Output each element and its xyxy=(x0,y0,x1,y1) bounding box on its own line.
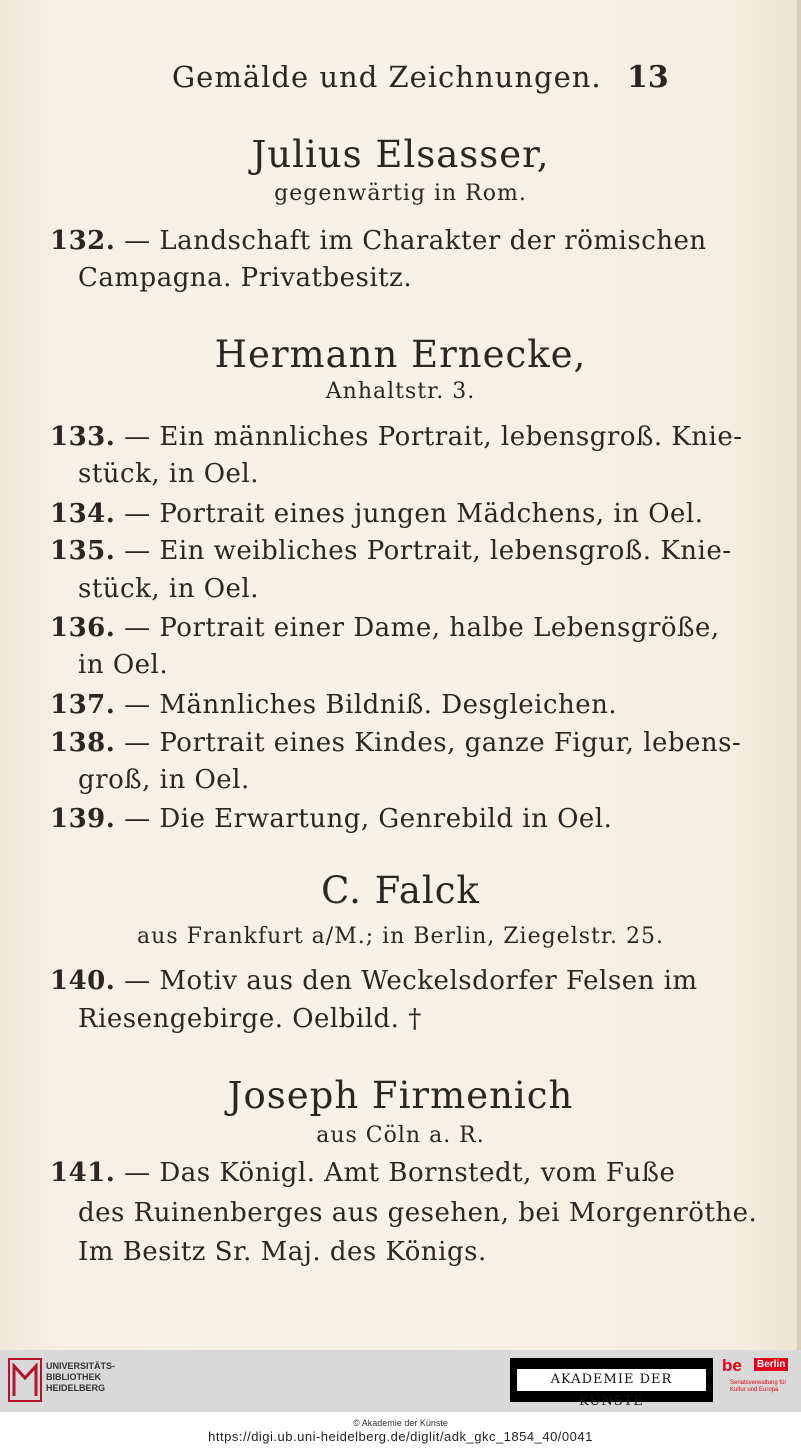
catalogue-number: 135. xyxy=(50,536,116,566)
catalogue-line xyxy=(78,459,693,489)
catalogue-text: — Portrait eines Kindes, ganze Figur, lebens- xyxy=(124,728,742,758)
catalogue-number: 136. xyxy=(50,613,116,643)
catalogue-text: stück, in Oel. xyxy=(78,574,259,604)
catalogue-text: — Portrait eines jungen Mädchens, in Oel. xyxy=(124,499,704,529)
catalogue-number: 138. xyxy=(50,728,116,758)
senatsverwaltung-berlin-logo[interactable]: be Berlin Senatsverwaltung für Kultur und Europa xyxy=(722,1356,787,1393)
catalogue-text: Im Besitz Sr. Maj. des Königs. xyxy=(78,1237,487,1267)
catalogue-text: — Das Königl. Amt Bornstedt, vom Fuße xyxy=(124,1158,676,1188)
artist-address: aus Cöln a. R. xyxy=(316,1123,485,1148)
catalogue-line xyxy=(50,499,704,529)
catalogue-line xyxy=(50,804,665,834)
catalogue-line xyxy=(78,263,693,293)
akademie-der-kuenste-logo[interactable] xyxy=(510,1358,713,1409)
catalogue-line xyxy=(78,1004,693,1034)
catalogue-line xyxy=(78,574,693,604)
catalogue-line xyxy=(78,765,693,795)
artist-name: C. Falck xyxy=(321,869,480,912)
catalogue-text: — Männliches Bildniß. Desgleichen. xyxy=(124,690,618,720)
permalink-url[interactable]: https://digi.ub.uni-heidelberg.de/diglit/adk_gkc_1854_40/0041 xyxy=(208,1429,593,1444)
catalogue-line xyxy=(50,1158,676,1188)
catalogue-line xyxy=(78,1237,693,1267)
catalogue-line xyxy=(78,650,693,680)
catalogue-number: 133. xyxy=(50,422,116,452)
running-header xyxy=(0,60,801,100)
university-library-logo-icon[interactable] xyxy=(8,1358,42,1402)
catalogue-text: — Die Erwartung, Genrebild in Oel. xyxy=(124,804,613,834)
catalogue-line xyxy=(50,613,720,643)
catalogue-text: Riesengebirge. Oelbild. † xyxy=(78,1004,422,1034)
catalogue-text: in Oel. xyxy=(78,650,169,680)
logo-band xyxy=(0,1350,801,1412)
page-number: 13 xyxy=(627,60,669,95)
artist-name: Joseph Firmenich xyxy=(227,1074,574,1117)
header-title: Gemälde und Zeichnungen. xyxy=(172,60,602,94)
catalogue-line xyxy=(50,728,742,758)
catalogue-line xyxy=(50,536,732,566)
catalogue-text: — Ein männliches Portrait, lebensgroß. Knie- xyxy=(124,422,743,452)
akademie-label: AKADEMIE DER KÜNSTE xyxy=(517,1369,706,1391)
catalogue-number: 140. xyxy=(50,966,116,996)
catalogue-text: — Motiv aus den Weckelsdorfer Felsen im xyxy=(124,966,698,996)
catalogue-line xyxy=(50,422,743,452)
catalogue-line xyxy=(50,226,707,256)
artist-address: Anhaltstr. 3. xyxy=(325,379,476,404)
catalogue-line xyxy=(78,1198,758,1228)
artist-name: Julius Elsasser, xyxy=(251,133,550,176)
catalogue-text: — Ein weibliches Portrait, lebensgroß. Knie- xyxy=(124,536,732,566)
university-library-name[interactable]: UNIVERSITÄTS- BIBLIOTHEK HEIDELBERG xyxy=(46,1361,116,1393)
catalogue-text: Campagna. Privatbesitz. xyxy=(78,263,413,293)
catalogue-line xyxy=(50,690,665,720)
catalogue-number: 134. xyxy=(50,499,116,529)
artist-address: aus Frankfurt a/M.; in Berlin, Ziegelstr. 25. xyxy=(137,924,664,949)
catalogue-number: 137. xyxy=(50,690,116,720)
copyright-notice: © Akademie der Künste xyxy=(353,1418,448,1428)
catalogue-text: — Landschaft im Charakter der römischen xyxy=(124,226,707,256)
catalogue-number: 141. xyxy=(50,1158,116,1188)
artist-address: gegenwärtig in Rom. xyxy=(274,181,527,206)
artist-name: Hermann Ernecke, xyxy=(214,333,587,376)
catalogue-text: des Ruinenberges aus gesehen, bei Morgenröthe. xyxy=(78,1198,758,1228)
viewer-footer xyxy=(0,1350,801,1448)
catalogue-number: 132. xyxy=(50,226,116,256)
catalogue-text: stück, in Oel. xyxy=(78,459,259,489)
catalogue-line xyxy=(50,966,698,996)
catalogue-text: — Portrait einer Dame, halbe Lebensgröße, xyxy=(124,613,720,643)
catalogue-number: 139. xyxy=(50,804,116,834)
catalogue-text: groß, in Oel. xyxy=(78,765,250,795)
